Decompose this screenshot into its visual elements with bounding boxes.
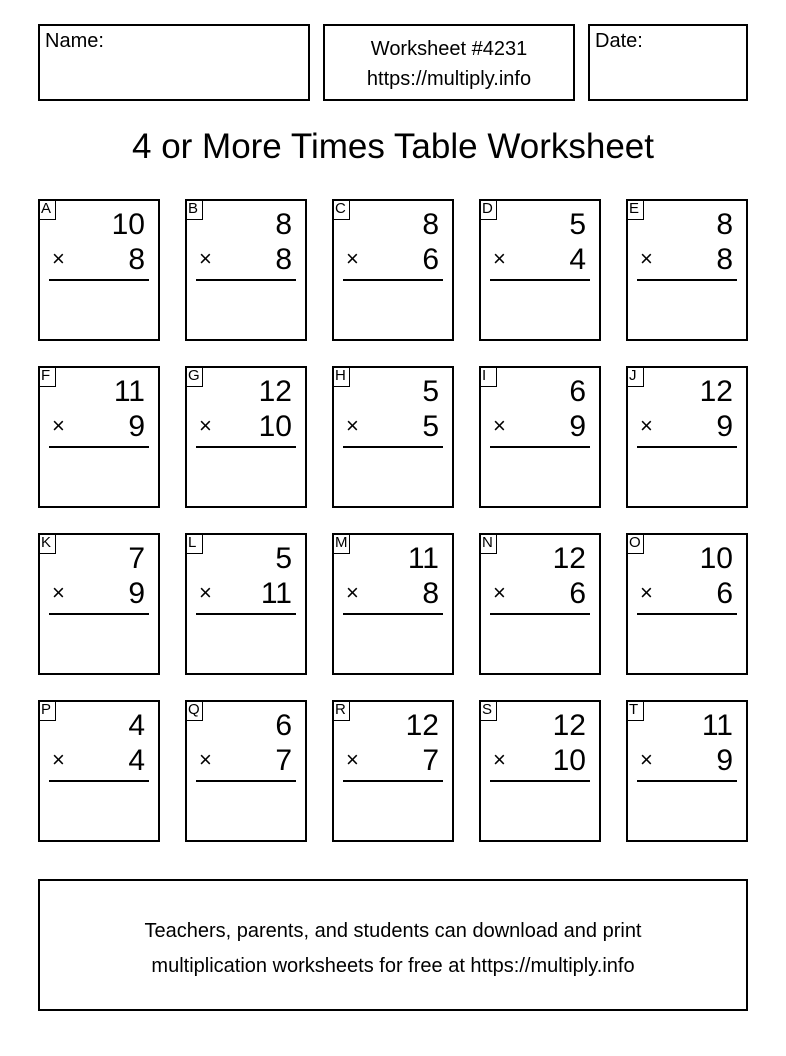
problem-card[interactable] <box>185 199 307 341</box>
multiplier: 8 <box>128 243 145 276</box>
answer-rule <box>343 613 443 615</box>
problem-letter: A <box>38 199 56 220</box>
problem-card[interactable] <box>332 700 454 842</box>
date-label: Date: <box>595 30 643 52</box>
problem-card[interactable] <box>626 533 748 675</box>
problem-letter: L <box>185 533 203 554</box>
problem-letter: J <box>626 366 644 387</box>
times-sign: × <box>493 413 506 438</box>
multiplicand: 12 <box>552 542 586 575</box>
problem-letter: D <box>479 199 497 220</box>
problem-letter: F <box>38 366 56 387</box>
times-sign: × <box>640 580 653 605</box>
site-url: https://multiply.info <box>366 68 532 90</box>
problem-letter: M <box>332 533 350 554</box>
problem-letter: E <box>626 199 644 220</box>
answer-rule <box>343 279 443 281</box>
multiplicand: 4 <box>128 709 145 742</box>
problem-letter: Q <box>185 700 203 721</box>
problem-letter: T <box>626 700 644 721</box>
footer-box <box>38 879 748 1011</box>
times-sign: × <box>346 580 359 605</box>
problem-card[interactable] <box>185 700 307 842</box>
answer-rule <box>49 279 149 281</box>
answer-rule <box>637 446 737 448</box>
multiplier: 10 <box>258 410 292 443</box>
times-sign: × <box>346 747 359 772</box>
times-sign: × <box>52 246 65 271</box>
multiplicand: 11 <box>701 709 733 742</box>
answer-rule <box>637 780 737 782</box>
multiplicand: 5 <box>422 375 439 408</box>
times-sign: × <box>199 246 212 271</box>
problem-card[interactable] <box>185 533 307 675</box>
multiplicand: 8 <box>275 208 292 241</box>
times-sign: × <box>199 413 212 438</box>
answer-rule <box>490 279 590 281</box>
multiplicand: 10 <box>699 542 733 575</box>
worksheet-info-box <box>323 24 575 101</box>
name-label: Name: <box>45 30 104 52</box>
multiplier: 7 <box>275 744 292 777</box>
problem-card[interactable] <box>38 700 160 842</box>
problem-card[interactable] <box>479 700 601 842</box>
problem-card[interactable] <box>38 366 160 508</box>
problem-letter: C <box>332 199 350 220</box>
problem-letter: H <box>332 366 350 387</box>
problem-card[interactable] <box>38 533 160 675</box>
multiplicand: 8 <box>716 208 733 241</box>
answer-rule <box>196 279 296 281</box>
answer-rule <box>49 613 149 615</box>
problem-card[interactable] <box>38 199 160 341</box>
answer-rule <box>196 780 296 782</box>
multiplier: 5 <box>422 410 439 443</box>
answer-rule <box>196 613 296 615</box>
times-sign: × <box>640 246 653 271</box>
footer-line-2: multiplication worksheets for free at https://multiply.info <box>151 955 635 977</box>
times-sign: × <box>199 747 212 772</box>
multiplicand: 7 <box>128 542 145 575</box>
multiplier: 6 <box>422 243 439 276</box>
problem-letter: S <box>479 700 497 721</box>
multiplier: 11 <box>260 577 292 610</box>
times-sign: × <box>493 580 506 605</box>
multiplier: 4 <box>128 744 145 777</box>
problem-letter: P <box>38 700 56 721</box>
times-sign: × <box>52 747 65 772</box>
worksheet-id: Worksheet #4231 <box>370 38 528 60</box>
multiplier: 8 <box>275 243 292 276</box>
multiplicand: 11 <box>407 542 439 575</box>
times-sign: × <box>346 413 359 438</box>
multiplicand: 8 <box>422 208 439 241</box>
multiplier: 9 <box>569 410 586 443</box>
multiplier: 6 <box>569 577 586 610</box>
multiplier: 6 <box>716 577 733 610</box>
times-sign: × <box>346 246 359 271</box>
problem-letter: R <box>332 700 350 721</box>
multiplier: 7 <box>422 744 439 777</box>
multiplier: 8 <box>422 577 439 610</box>
times-sign: × <box>52 413 65 438</box>
times-sign: × <box>493 747 506 772</box>
problem-letter: N <box>479 533 497 554</box>
problem-card[interactable] <box>332 533 454 675</box>
multiplicand: 6 <box>275 709 292 742</box>
answer-rule <box>490 613 590 615</box>
page-title: 4 or More Times Table Worksheet <box>132 127 654 166</box>
answer-rule <box>637 613 737 615</box>
times-sign: × <box>493 246 506 271</box>
multiplicand: 12 <box>258 375 292 408</box>
multiplier: 9 <box>716 410 733 443</box>
times-sign: × <box>640 413 653 438</box>
multiplier: 8 <box>716 243 733 276</box>
answer-rule <box>637 279 737 281</box>
problem-letter: G <box>185 366 203 387</box>
answer-rule <box>343 446 443 448</box>
problem-letter: I <box>479 366 497 387</box>
times-sign: × <box>199 580 212 605</box>
problem-card[interactable] <box>185 366 307 508</box>
problem-card[interactable] <box>626 700 748 842</box>
problem-card[interactable] <box>332 366 454 508</box>
problem-card[interactable] <box>479 533 601 675</box>
problem-card[interactable] <box>332 199 454 341</box>
problem-letter: B <box>185 199 203 220</box>
answer-rule <box>490 780 590 782</box>
multiplicand: 5 <box>275 542 292 575</box>
problem-card[interactable] <box>626 199 748 341</box>
multiplicand: 12 <box>552 709 586 742</box>
times-sign: × <box>52 580 65 605</box>
problem-card[interactable] <box>479 366 601 508</box>
problem-card[interactable] <box>479 199 601 341</box>
multiplicand: 12 <box>405 709 439 742</box>
multiplicand: 10 <box>111 208 145 241</box>
times-sign: × <box>640 747 653 772</box>
multiplicand: 6 <box>569 375 586 408</box>
problem-letter: O <box>626 533 644 554</box>
footer-line-1: Teachers, parents, and students can download and print <box>144 920 642 942</box>
multiplier: 9 <box>128 577 145 610</box>
multiplicand: 11 <box>113 375 145 408</box>
problem-letter: K <box>38 533 56 554</box>
answer-rule <box>196 446 296 448</box>
multiplicand: 5 <box>569 208 586 241</box>
date-field-box[interactable] <box>588 24 748 101</box>
answer-rule <box>49 780 149 782</box>
answer-rule <box>343 780 443 782</box>
multiplier: 9 <box>716 744 733 777</box>
multiplier: 9 <box>128 410 145 443</box>
problem-card[interactable] <box>626 366 748 508</box>
name-field-box[interactable] <box>38 24 310 101</box>
answer-rule <box>490 446 590 448</box>
multiplier: 4 <box>569 243 586 276</box>
answer-rule <box>49 446 149 448</box>
multiplier: 10 <box>552 744 586 777</box>
multiplicand: 12 <box>699 375 733 408</box>
